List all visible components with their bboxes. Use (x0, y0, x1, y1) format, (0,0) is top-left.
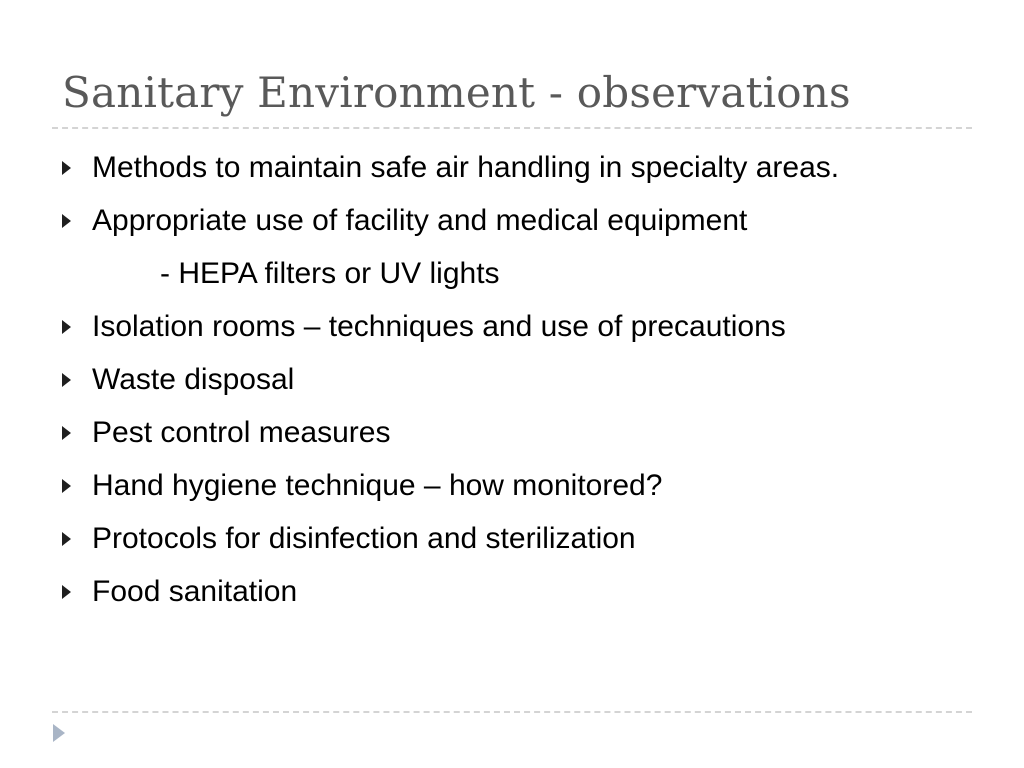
bullet-text: Protocols for disinfection and sterilization (92, 522, 636, 555)
bullet-text: Hand hygiene technique – how monitored? (92, 469, 663, 502)
bullet-text: Pest control measures (92, 416, 391, 449)
triangle-bullet-icon (62, 320, 71, 334)
bullet-text: Appropriate use of facility and medical equipment (92, 204, 748, 237)
triangle-bullet-icon (62, 585, 71, 599)
slide-title: Sanitary Environment - observations (62, 68, 851, 117)
footer-divider (52, 711, 972, 713)
triangle-bullet-icon (62, 532, 71, 546)
triangle-bullet-icon (62, 426, 71, 440)
triangle-bullet-icon (62, 479, 71, 493)
bullet-text: Methods to maintain safe air handling in specialty areas. (92, 151, 840, 184)
bullet-text: Isolation rooms – techniques and use of precautions (92, 310, 786, 343)
bullet-text: Food sanitation (92, 575, 298, 608)
triangle-bullet-icon (62, 161, 71, 175)
triangle-bullet-icon (62, 214, 71, 228)
sub-bullet-text: - HEPA filters or UV lights (160, 257, 500, 290)
triangle-bullet-icon (62, 373, 71, 387)
bullet-text: Waste disposal (92, 363, 295, 396)
triangle-footer-icon (53, 724, 65, 742)
title-divider (52, 127, 972, 129)
